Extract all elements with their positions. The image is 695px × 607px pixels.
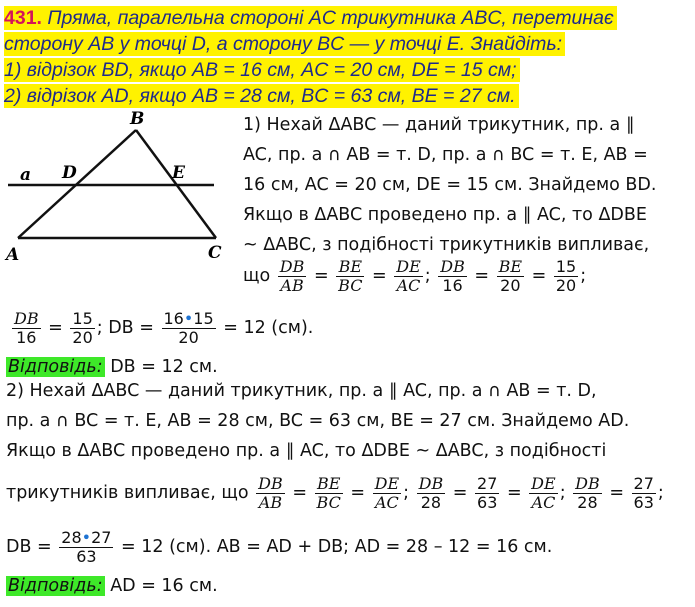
label-a-line: a xyxy=(20,165,32,185)
part1-calculation: $\frac{DB}{16}$ = $\frac{15}{20}$ ; DB = $\frac{16•15}{20}$ = 12 (см). xyxy=(14,308,314,347)
answer-label: Відповідь: xyxy=(8,576,103,596)
fraction: $\frac{DB}{28}$ xyxy=(575,473,600,512)
fraction: $\frac{DB}{28}$ xyxy=(418,473,444,512)
part1-proportion: що $\frac{DB}{AB}$ = $\frac{BE}{BC}$ = $\frac{DE}{AC}$ ; $\frac{DB}{16}$ = $\frac{BE}{20}$ = $\frac{15}{20}$ ; xyxy=(243,256,587,295)
fraction: $\frac{15}{20}$ xyxy=(555,256,577,295)
fraction: $\frac{DB}{AB}$ xyxy=(279,256,305,295)
part2-line-3: Якщо в ΔABC проведено пр. a ∥ AC, то ΔDBE ~ ΔABC, з подібності xyxy=(6,441,607,461)
answer-label: Відповідь: xyxy=(8,357,103,377)
fraction: $\frac{DE}{AC}$ xyxy=(396,256,421,295)
problem-line-4: 2) відрізок AD, якщо AB = 28 см, BC = 63 см, BE = 27 см. xyxy=(4,84,519,108)
fraction: $\frac{DB}{AB}$ xyxy=(258,473,283,512)
fraction: $\frac{BE}{BC}$ xyxy=(338,256,363,295)
problem-line-3: 1) відрізок BD, якщо AB = 16 см, AC = 20 см, DE = 15 см; xyxy=(4,58,520,82)
label-b: B xyxy=(130,109,145,129)
fraction: $\frac{DB}{16}$ xyxy=(14,308,39,347)
part2-answer: Відповідь: AD = 16 см. xyxy=(8,576,218,596)
part1-line-5: ~ ΔABC, з подібності трикутників випливає, xyxy=(243,235,650,255)
fraction: $\frac{28•27}{63}$ xyxy=(61,527,112,566)
fraction: $\frac{BE}{BC}$ xyxy=(316,473,341,512)
part1-line-4: Якщо в ΔABC проведено пр. a ∥ AC, то ΔDBE xyxy=(243,205,647,225)
label-d: D xyxy=(62,163,77,183)
part2-proportion: трикутників випливає, що $\frac{DB}{AB}$ = $\frac{BE}{BC}$ = $\frac{DE}{AC}$ ; $\frac{DB}{28}$ = $\frac{27}{63}$ = $\frac{DE}{AC}$ ; $\frac{DB}{28}$ = $\frac{27}{63}$ ; xyxy=(6,473,664,512)
fraction: $\frac{DE}{AC}$ xyxy=(374,473,400,512)
part1-line-3: 16 см, AC = 20 см, DE = 15 см. Знайдемо BD. xyxy=(243,175,657,195)
triangle-figure xyxy=(0,108,240,268)
part2-calculation: DB = $\frac{28•27}{63}$ = 12 (см). AB = AD + DB; AD = 28 – 12 = 16 см. xyxy=(6,527,553,566)
fraction: $\frac{15}{20}$ xyxy=(72,308,93,347)
fraction: $\frac{DB}{16}$ xyxy=(440,256,465,295)
part1-line-2: AC, пр. a ∩ AB = т. D, пр. a ∩ BC = т. E, AB = xyxy=(243,145,648,165)
part1-answer: Відповідь: DB = 12 см. xyxy=(8,357,218,377)
fraction: $\frac{27}{63}$ xyxy=(477,473,498,512)
label-c: C xyxy=(208,243,222,263)
label-a-vertex: A xyxy=(6,245,20,265)
label-e: E xyxy=(172,163,185,183)
part2-line-1: 2) Нехай ΔABC — даний трикутник, пр. a ∥ AC, пр. a ∩ AB = т. D, xyxy=(6,381,597,401)
fraction: $\frac{DE}{AC}$ xyxy=(531,473,556,512)
part2-line-2: пр. a ∩ BC = т. E, AB = 28 см, BC = 63 см, BE = 27 см. Знайдемо AD. xyxy=(6,411,630,431)
part1-line-1: 1) Нехай ΔABC — даний трикутник, пр. a ∥ xyxy=(243,115,635,135)
problem-line-1: 431. Пряма, паралельна стороні AC трикутника ABC, перетинає xyxy=(4,6,617,30)
fraction: $\frac{BE}{20}$ xyxy=(498,256,523,295)
fraction: $\frac{16•15}{20}$ xyxy=(163,308,214,347)
fraction: $\frac{27}{63}$ xyxy=(633,473,654,512)
problem-line-2: сторону AB у точці D, а сторону BC — у точці E. Знайдіть: xyxy=(4,32,565,56)
problem-number: 431. xyxy=(4,7,42,29)
